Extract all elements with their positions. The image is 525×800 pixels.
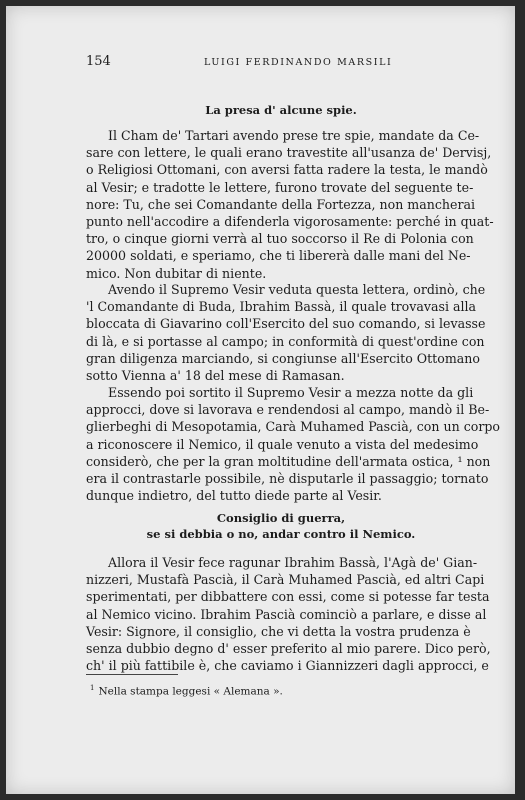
text-line: punto nell'accodire a difenderla vigorosamente: perché in quat-	[86, 214, 494, 230]
section-title-war-council	[86, 510, 476, 542]
text-line: Il Cham de' Tartari avendo prese tre spie, mandate da Ce-	[108, 128, 480, 143]
text-line: approcci, dove si lavorava e rendendosi al campo, mandò il Be-	[86, 402, 490, 418]
text-line: sotto Vienna a' 18 del mese di Ramasan.	[86, 368, 345, 384]
text-line: Vesir: Signore, il consiglio, che vi detta la vostra prudenza è	[86, 623, 471, 639]
text-line: glierbeghi di Mesopotamia, Carà Muhamed Pascià, con un corpo	[86, 419, 501, 435]
section-title-spies	[86, 102, 476, 118]
text-line: mico. Non dubitar di niente.	[86, 265, 267, 281]
text-line: tro, o cinque giorni verrà al tuo soccorso il Re di Polonia con	[86, 231, 474, 247]
text-line: dunque indietro, del tutto diede parte al Vesir.	[86, 488, 382, 504]
text-line: nore: Tu, che sei Comandante della Fortezza, non mancherai	[86, 196, 476, 212]
text-line: 'l Comandante di Buda, Ibrahim Bassà, il quale trovavasi alla	[86, 299, 477, 315]
text-line: sare con lettere, le quali erano travestite all'usanza de' Dervisj,	[86, 145, 492, 161]
paragraph-spies	[86, 127, 494, 282]
text-line: senza dubbio degno d' esser preferito al mio parere. Dico però,	[86, 641, 491, 657]
text-line: 20000 soldati, e speriamo, che ti libererà dalle mani del Ne-	[86, 248, 471, 264]
footnote-text: Nella stampa leggesi « Alemana ».	[98, 685, 283, 698]
text-line: bloccata di Giavarino coll'Esercito del suo comando, si levasse	[86, 316, 486, 332]
text-line: sperimentati, per dibbattere con essi, come si potesse far testa	[86, 589, 490, 605]
footnote	[90, 684, 283, 698]
text-line: Allora il Vesir fece ragunar Ibrahim Bassà, l'Agà de' Gian-	[108, 555, 478, 570]
text-line: al Vesir; e tradotte le lettere, furono trovate del seguente te-	[86, 179, 474, 195]
paragraph-vesir-order	[86, 281, 486, 384]
footnote-divider	[86, 674, 178, 675]
paragraph-reconnaissance	[86, 384, 501, 504]
section-title-line: se si debbia o no, andar contro il Nemico.	[146, 527, 416, 541]
section-title-text: La presa d' alcune spie.	[205, 103, 357, 117]
text-line: a riconoscere il Nemico, il quale venuto a vista del medesimo	[86, 436, 479, 452]
text-line: ch' il più fattibile è, che caviamo i Giannizzeri dagli approcci, e	[86, 658, 489, 674]
text-line: Avendo il Supremo Vesir veduta questa lettera, ordinò, che	[108, 282, 486, 297]
text-line: al Nemico vicino. Ibrahim Pascià cominciò a parlare, e disse al	[86, 606, 487, 622]
text-line: o Religiosi Ottomani, con aversi fatta radere la testa, le mandò	[86, 162, 488, 178]
text-line: considerò, che per la gran moltitudine dell'armata ostica, ¹ non	[86, 453, 491, 469]
page-header	[86, 54, 486, 74]
running-head: LUIGI FERDINANDO MARSILI	[204, 57, 393, 68]
section-title-line: Consiglio di guerra,	[216, 511, 346, 525]
text-line: nizzeri, Mustafà Pascià, il Carà Muhamed Pascià, ed altri Capi	[86, 572, 485, 588]
text-line: era il contrastarle possibile, nè disputarle il passaggio; tornato	[86, 471, 489, 487]
footnote-marker: 1	[90, 684, 95, 692]
text-line: Essendo poi sortito il Supremo Vesir a mezza notte da gli	[108, 385, 474, 400]
paragraph-war-council	[86, 554, 491, 674]
book-page	[6, 6, 515, 794]
page-number: 154	[86, 54, 111, 69]
text-line: gran diligenza marciando, si congiunse all'Esercito Ottomano	[86, 350, 480, 366]
text-line: di là, e si portasse al campo; in conformità di quest'ordine con	[86, 333, 485, 349]
